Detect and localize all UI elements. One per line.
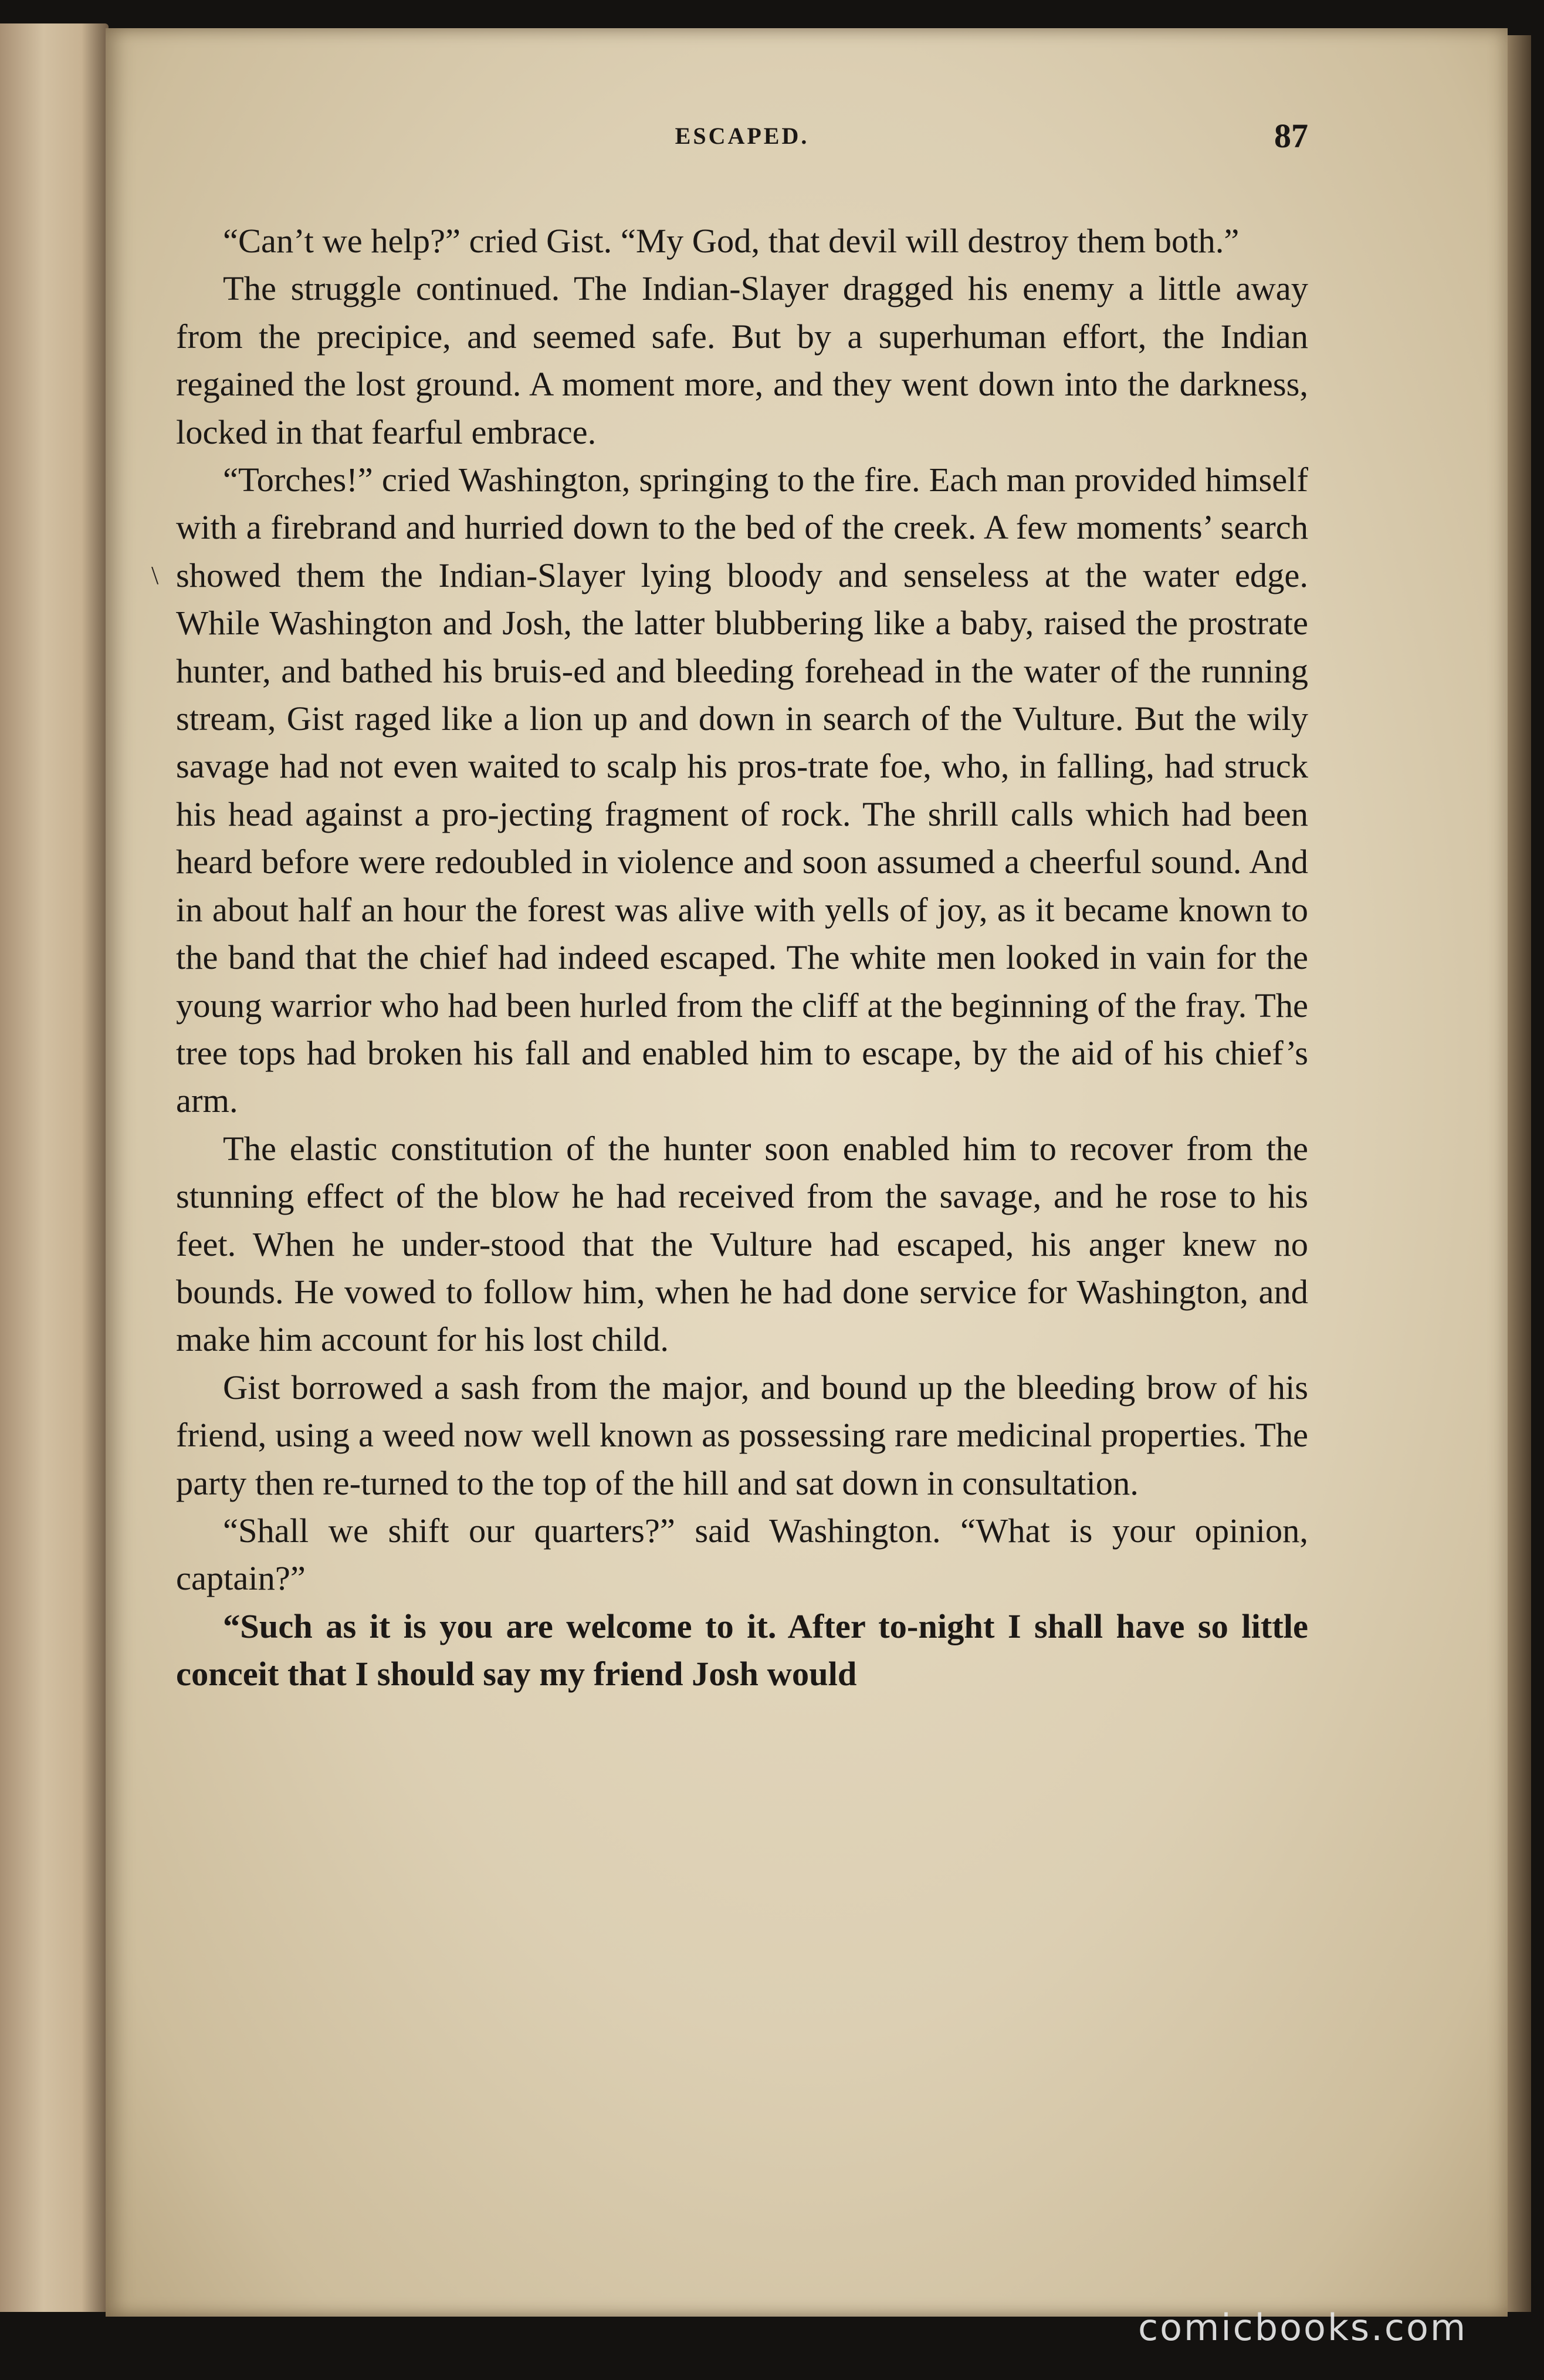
paragraph: “Such as it is you are welcome to it. After to-night I shall have so little conceit that I should say my friend Josh would — [176, 1607, 1308, 1693]
site-watermark: comicbooks.com — [1138, 2306, 1468, 2349]
running-header — [176, 117, 1308, 157]
paragraph: The struggle continued. The Indian-Slayer dragged his enemy a little away from the precipice, and seemed safe. But by a superhuman effort, the Indian regained the lost ground. A moment more, and they went down into the darkness, locked in that fearful embrace. — [176, 269, 1308, 451]
margin-mark: \ — [151, 561, 159, 590]
page-edge-shadow — [1508, 35, 1531, 2312]
paragraph: “Shall we shift our quarters?” said Washington. “What is your opinion, captain?” — [176, 1511, 1308, 1598]
paragraph: Gist borrowed a sash from the major, and bound up the bleeding brow of his friend, using a weed now well known as possessing rare medicinal properties. The party then re-turned to the top of the hill and sat down in consultation. — [176, 1368, 1308, 1502]
paragraph: The elastic constitution of the hunter soon enabled him to recover from the stunning effect of the blow he had received from the savage, and he rose to his feet. When he under-stood that the Vulture had escaped, his anger knew no bounds. He vowed to follow him, when he had done service for Washington, and make him account for his lost child. — [176, 1129, 1308, 1359]
paragraph: “Can’t we help?” cried Gist. “My God, that devil will destroy them both.” — [223, 222, 1240, 260]
body-text — [176, 217, 1308, 1698]
running-title: ESCAPED. — [675, 123, 810, 149]
facing-page-edge — [0, 23, 109, 2312]
paragraph: “Torches!” cried Washington, springing to the fire. Each man provided himself with a firebrand and hurried down to the bed of the creek. A few moments’ search showed them the Indian-Slayer lying bloody and senseless at the water edge. While Washington and Josh, the latter blubbering like a baby, raised the prostrate hunter, and bathed his bruis-ed and bleeding forehead in the water of the running stream, Gist raged like a lion up and down in search of the Vulture. But the wily savage had not even waited to scalp his pros-trate foe, who, in falling, had struck his head against a pro-jecting fragment of rock. The shrill calls which had been heard before were redoubled in violence and soon assumed a cheerful sound. And in about half an hour the forest was alive with yells of joy, as it became known to the band that the chief had indeed escaped. The white men looked in vain for the young warrior who had been hurled from the cliff at the beginning of the fray. The tree tops had broken his fall and enabled him to escape, by the aid of his chief’s arm. — [176, 461, 1308, 1120]
page-number: 87 — [1274, 117, 1308, 155]
